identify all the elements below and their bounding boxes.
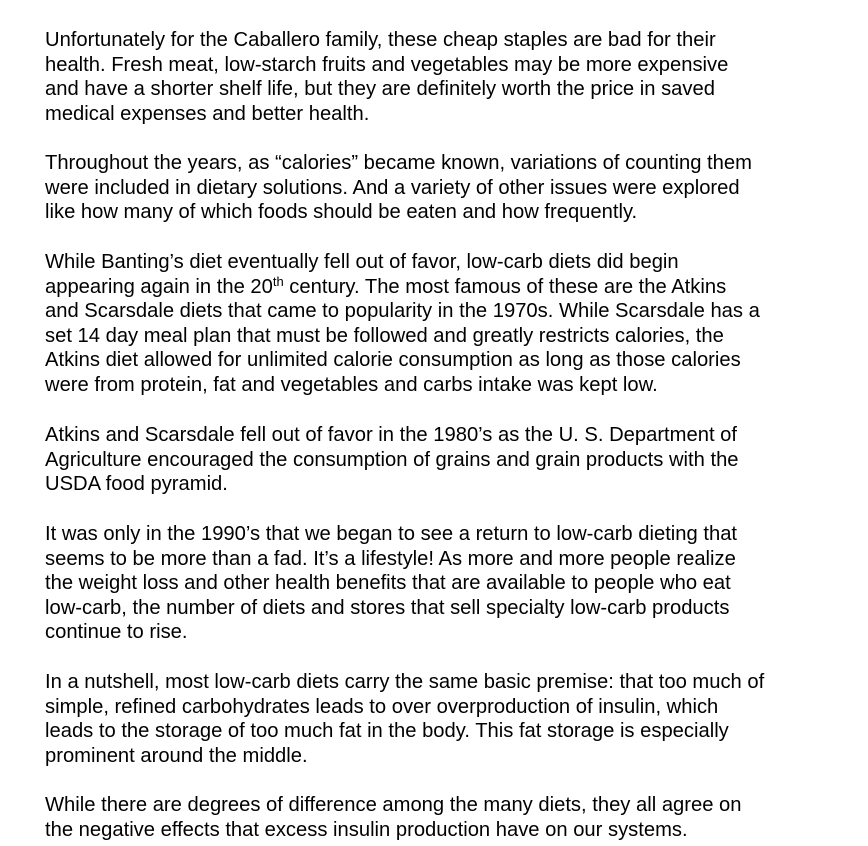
ordinal-superscript: th bbox=[272, 273, 284, 289]
text-line: While Banting’s diet eventually fell out of favor, low-carb diets did begin bbox=[45, 251, 679, 273]
text-line: the weight loss and other health benefits that are available to people who eat bbox=[45, 572, 731, 595]
cut-off-text-fragment bbox=[45, 0, 57, 2]
text-line: Atkins and Scarsdale fell out of favor in the 1980’s as the U. S. Department of bbox=[45, 424, 737, 446]
text-line: USDA food pyramid. bbox=[45, 473, 228, 496]
text-segment: century. The most famous of these are the Atkins bbox=[283, 275, 727, 298]
text-line: low-carb, the number of diets and stores that sell specialty low-carb products bbox=[45, 596, 730, 619]
text-line: medical expenses and better health. bbox=[45, 102, 370, 125]
paragraph-5 bbox=[45, 522, 845, 645]
paragraph-7 bbox=[45, 793, 845, 842]
text-line: Unfortunately for the Caballero family, these cheap staples are bad for their bbox=[45, 29, 716, 51]
text-line-with-superscript bbox=[45, 275, 845, 300]
text-line: prominent around the middle. bbox=[45, 744, 308, 767]
paragraph-2 bbox=[45, 151, 845, 225]
text-line: were included in dietary solutions. And a variety of other issues were explored bbox=[45, 176, 740, 199]
text-line: were from protein, fat and vegetables and carbs intake was kept low. bbox=[45, 373, 658, 396]
text-line: simple, refined carbohydrates leads to over overproduction of insulin, which bbox=[45, 695, 719, 718]
text-line: seems to be more than a fad. It’s a lifestyle! As more and more people realize bbox=[45, 547, 736, 570]
text-line: While there are degrees of difference among the many diets, they all agree on bbox=[45, 794, 742, 816]
text-segment: appearing again in the 20 bbox=[45, 275, 273, 298]
text-line: health. Fresh meat, low-starch fruits and vegetables may be more expensive bbox=[45, 53, 729, 76]
text-line: Agriculture encouraged the consumption of grains and grain products with the bbox=[45, 448, 739, 471]
text-line: leads to the storage of too much fat in the body. This fat storage is especially bbox=[45, 720, 729, 743]
text-line: the negative effects that excess insulin production have on our systems. bbox=[45, 818, 688, 841]
text-line: continue to rise. bbox=[45, 621, 188, 644]
text-line: In a nutshell, most low-carb diets carry the same basic premise: that too much of bbox=[45, 671, 765, 693]
text-line: and have a shorter shelf life, but they are definitely worth the price in saved bbox=[45, 78, 715, 101]
text-line: Throughout the years, as “calories” became known, variations of counting them bbox=[45, 152, 752, 174]
text-line: set 14 day meal plan that must be followed and greatly restricts calories, the bbox=[45, 324, 724, 347]
text-line: Atkins diet allowed for unlimited calorie consumption as long as those calories bbox=[45, 349, 741, 372]
paragraph-6 bbox=[45, 670, 845, 768]
paragraph-1 bbox=[45, 28, 845, 126]
paragraph-3 bbox=[45, 250, 845, 398]
paragraph-4 bbox=[45, 423, 845, 497]
text-line: It was only in the 1990’s that we began to see a return to low-carb dieting that bbox=[45, 523, 738, 545]
text-line: and Scarsdale diets that came to popularity in the 1970s. While Scarsdale has a bbox=[45, 300, 760, 323]
text-line: like how many of which foods should be eaten and how frequently. bbox=[45, 201, 638, 224]
